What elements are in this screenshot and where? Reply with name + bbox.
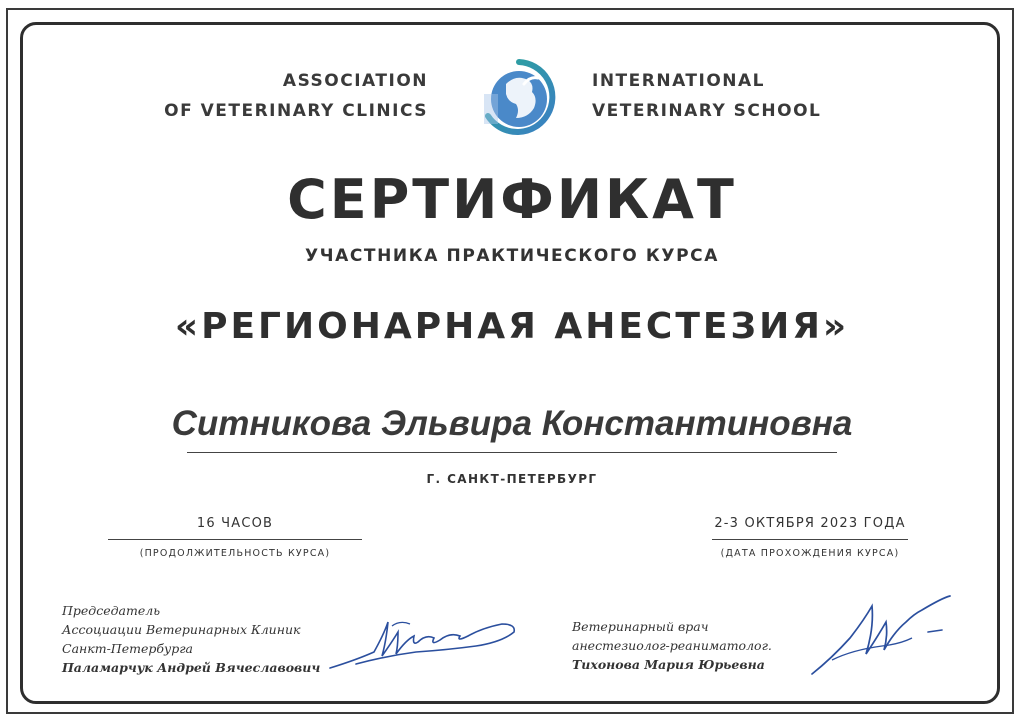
school-name: [592, 66, 821, 126]
chairman-title-line-3: Санкт-Петербурга: [62, 641, 193, 656]
course-date: 2-3 ОКТЯБРЯ 2023 ГОДА: [714, 516, 906, 531]
hours-underline: [108, 539, 362, 540]
hours-caption: (ПРОДОЛЖИТЕЛЬНОСТЬ КУРСА): [139, 548, 331, 559]
certificate-subtitle: УЧАСТНИКА ПРАКТИЧЕСКОГО КУРСА: [305, 246, 719, 266]
course-name: «РЕГИОНАРНАЯ АНЕСТЕЗИЯ»: [174, 306, 850, 347]
anesthesiologist-title-line-2: анестезиолог-реаниматолог.: [572, 638, 772, 653]
recipient-underline: [187, 452, 837, 453]
school-line-1: INTERNATIONAL: [592, 71, 766, 91]
anesthesiologist-title-line-1: Ветеринарный врач: [572, 619, 709, 634]
chairman-signature-icon: [326, 612, 522, 682]
anesthesiologist-name: Тихонова Мария Юрьевна: [572, 657, 765, 672]
association-line-1: ASSOCIATION: [282, 71, 428, 91]
chairman-signature-block: [62, 601, 320, 677]
date-underline: [712, 539, 908, 540]
chairman-title-line-2: Ассоциации Ветеринарных Клиник: [62, 622, 301, 637]
chairman-title-line-1: Председатель: [62, 603, 161, 618]
association-name: [164, 66, 428, 126]
school-line-2: VETERINARY SCHOOL: [592, 101, 822, 121]
association-line-2: OF VETERINARY CLINICS: [164, 101, 428, 121]
veterinary-logo-icon: [476, 54, 562, 140]
chairman-name: Паламарчук Андрей Вячеславович: [62, 660, 321, 675]
city: Г. САНКТ-ПЕТЕРБУРГ: [426, 472, 598, 486]
course-hours: 16 ЧАСОВ: [196, 516, 274, 531]
recipient-name: Ситникова Эльвира Константиновна: [171, 404, 853, 443]
certificate-title: СЕРТИФИКАТ: [287, 168, 737, 231]
date-caption: (ДАТА ПРОХОЖДЕНИЯ КУРСА): [720, 548, 900, 559]
anesthesiologist-signature-block: [572, 617, 772, 674]
anesthesiologist-signature-icon: [802, 588, 954, 684]
